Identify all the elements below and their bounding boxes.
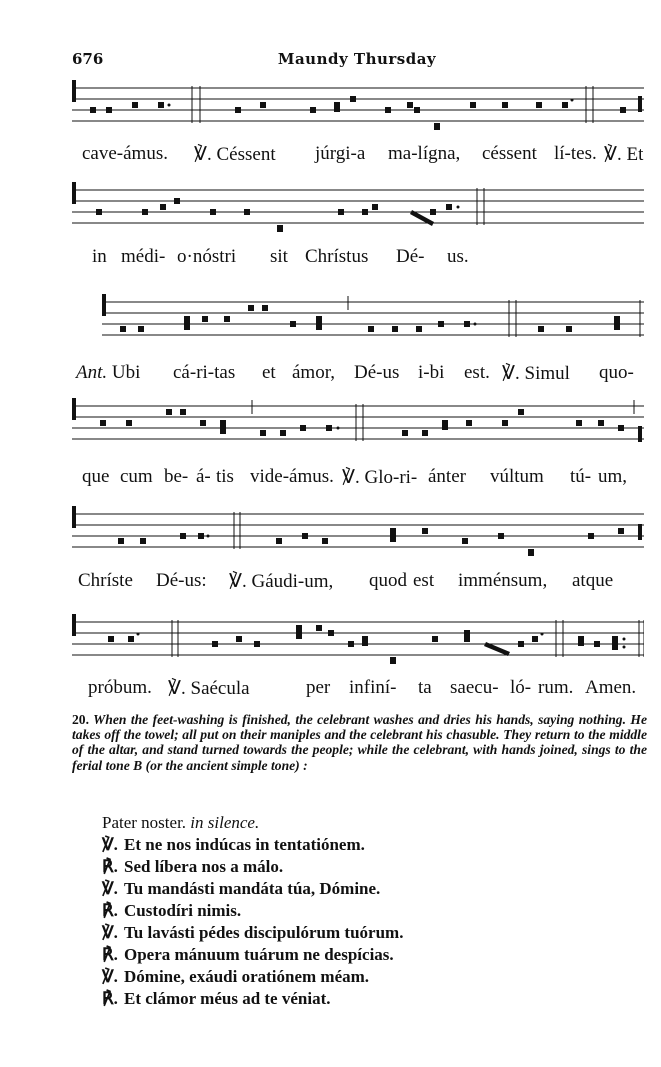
rubric-note: in silence. [190, 813, 260, 832]
lyric-syllable: ló- [510, 677, 532, 698]
chant-staff-5 [72, 504, 644, 554]
lyric-syllable: Dé- [396, 246, 425, 267]
lyric-syllable: et [262, 362, 276, 383]
lyric-syllable: Ant. Ubi [76, 362, 141, 383]
list-item [102, 878, 403, 900]
response-symbol: ℟. [102, 989, 118, 1008]
lyric-syllable: ℣. Céssent [194, 144, 276, 165]
response-text: Opera mánuum tuárum ne despícias. [124, 945, 394, 964]
lyric-syllable: tú- [570, 466, 592, 487]
lyric-syllable: lí-tes. [554, 143, 597, 164]
lyric-syllable: júrgi-a [315, 143, 366, 164]
lyric-syllable: imménsum, [458, 570, 548, 591]
list-item [102, 988, 403, 1010]
lyric-syllable: us. [447, 246, 469, 267]
lyric-syllable: que [82, 466, 110, 487]
lyric-syllable: cum [120, 466, 153, 487]
lyric-syllable: est [413, 570, 435, 591]
chant-staff-1 [72, 78, 644, 128]
lyric-syllable: ánter [428, 466, 466, 487]
versicle-list [102, 812, 403, 1010]
lyric-syllable: ámor, [292, 362, 336, 383]
lyric-syllable: Dé-us: [156, 570, 207, 591]
lyric-syllable: vide-ámus. [250, 466, 334, 487]
lyric-syllable: Dé-us [354, 362, 400, 383]
page-number: 676 [72, 50, 104, 68]
versicle-text: Dómine, exáudi oratiónem méam. [124, 967, 370, 986]
list-item [102, 900, 403, 922]
lyric-syllable: quo- [599, 362, 634, 383]
rubric-number: 20. [72, 712, 89, 727]
response-text: Sed líbera nos a málo. [124, 857, 284, 876]
chant-staff-2 [72, 180, 644, 230]
rubric-text: When the feet-washing is finished, the celebrant washes and dries his hands, saying nothing. He takes off the towel; all put on their maniples and the celebrant his chasuble. They return to the middle of the altar, and stand turned towards the people; while the celebrant, with hands joined, sings to the ferial tone B (or the ancient simple tone) : [72, 712, 647, 773]
page-header [72, 50, 642, 70]
response-text: Et clámor méus ad te véniat. [124, 989, 331, 1008]
list-item [102, 966, 403, 988]
lyric-syllable: per [306, 677, 331, 698]
versicle-text: Pater noster. [102, 813, 187, 832]
versicle-symbol: ℣. [102, 967, 118, 986]
lyric-syllable: ta [418, 677, 432, 698]
lyric-syllable: cave-ámus. [82, 143, 168, 164]
lyric-syllable: ℣. Glo-ri- [342, 467, 418, 488]
lyric-syllable: be- [164, 466, 189, 487]
versicle-symbol: ℣. [102, 923, 118, 942]
lyric-syllable: Chrístus [305, 246, 369, 267]
response-symbol: ℟. [102, 857, 118, 876]
lyric-syllable: atque [572, 570, 614, 591]
lyric-syllable: tis [216, 466, 234, 487]
lyric-syllable: sit [270, 246, 288, 267]
versicle-text: Et ne nos indúcas in tentatiónem. [124, 835, 365, 854]
lyric-syllable: saecu- [450, 677, 499, 698]
lyric-syllable: ma-lígna, [388, 143, 461, 164]
list-item [102, 856, 403, 878]
list-item [102, 834, 403, 856]
response-text: Custodíri nimis. [124, 901, 242, 920]
lyric-syllable: ℣. Gáudi-um, [229, 571, 334, 592]
list-item [102, 812, 403, 834]
chant-staff-4 [72, 396, 644, 446]
page-title: Maundy Thursday [277, 50, 437, 68]
chant-staff-6 [72, 612, 644, 662]
chant-staff-3 [72, 292, 644, 342]
lyric-syllable: ℣. Saécula [168, 678, 250, 699]
versicle-symbol: ℣. [102, 835, 118, 854]
versicle-text: Tu lavásti pédes discipulórum tuórum. [124, 923, 404, 942]
list-item [102, 944, 403, 966]
lyric-syllable: rum. [538, 677, 574, 698]
lyric-syllable: vúltum [490, 466, 544, 487]
lyric-syllable: ℣. Et [604, 144, 644, 165]
lyric-syllable: céssent [482, 143, 537, 164]
lyric-syllable: Chríste [78, 570, 133, 591]
rubric-paragraph [72, 712, 647, 773]
list-item [102, 922, 403, 944]
lyric-syllable: in [92, 246, 107, 267]
lyric-syllable: um, [598, 466, 628, 487]
lyric-syllable: o·nóstri [177, 246, 237, 267]
lyric-syllable: cá-ri-tas [173, 362, 236, 383]
lyric-syllable: Amen. [585, 677, 637, 698]
response-symbol: ℟. [102, 901, 118, 920]
lyric-syllable: quod [369, 570, 407, 591]
lyric-syllable: infiní- [349, 677, 397, 698]
lyric-syllable: est. [464, 362, 490, 383]
versicle-text: Tu mandásti mandáta túa, Dómine. [124, 879, 381, 898]
versicle-symbol: ℣. [102, 879, 118, 898]
lyric-syllable: ℣. Simul [502, 363, 570, 384]
lyric-syllable: á- [196, 466, 211, 487]
lyric-syllable: próbum. [88, 677, 152, 698]
response-symbol: ℟. [102, 945, 118, 964]
lyric-syllable: médi- [121, 246, 166, 267]
lyric-syllable: i-bi [418, 362, 445, 383]
